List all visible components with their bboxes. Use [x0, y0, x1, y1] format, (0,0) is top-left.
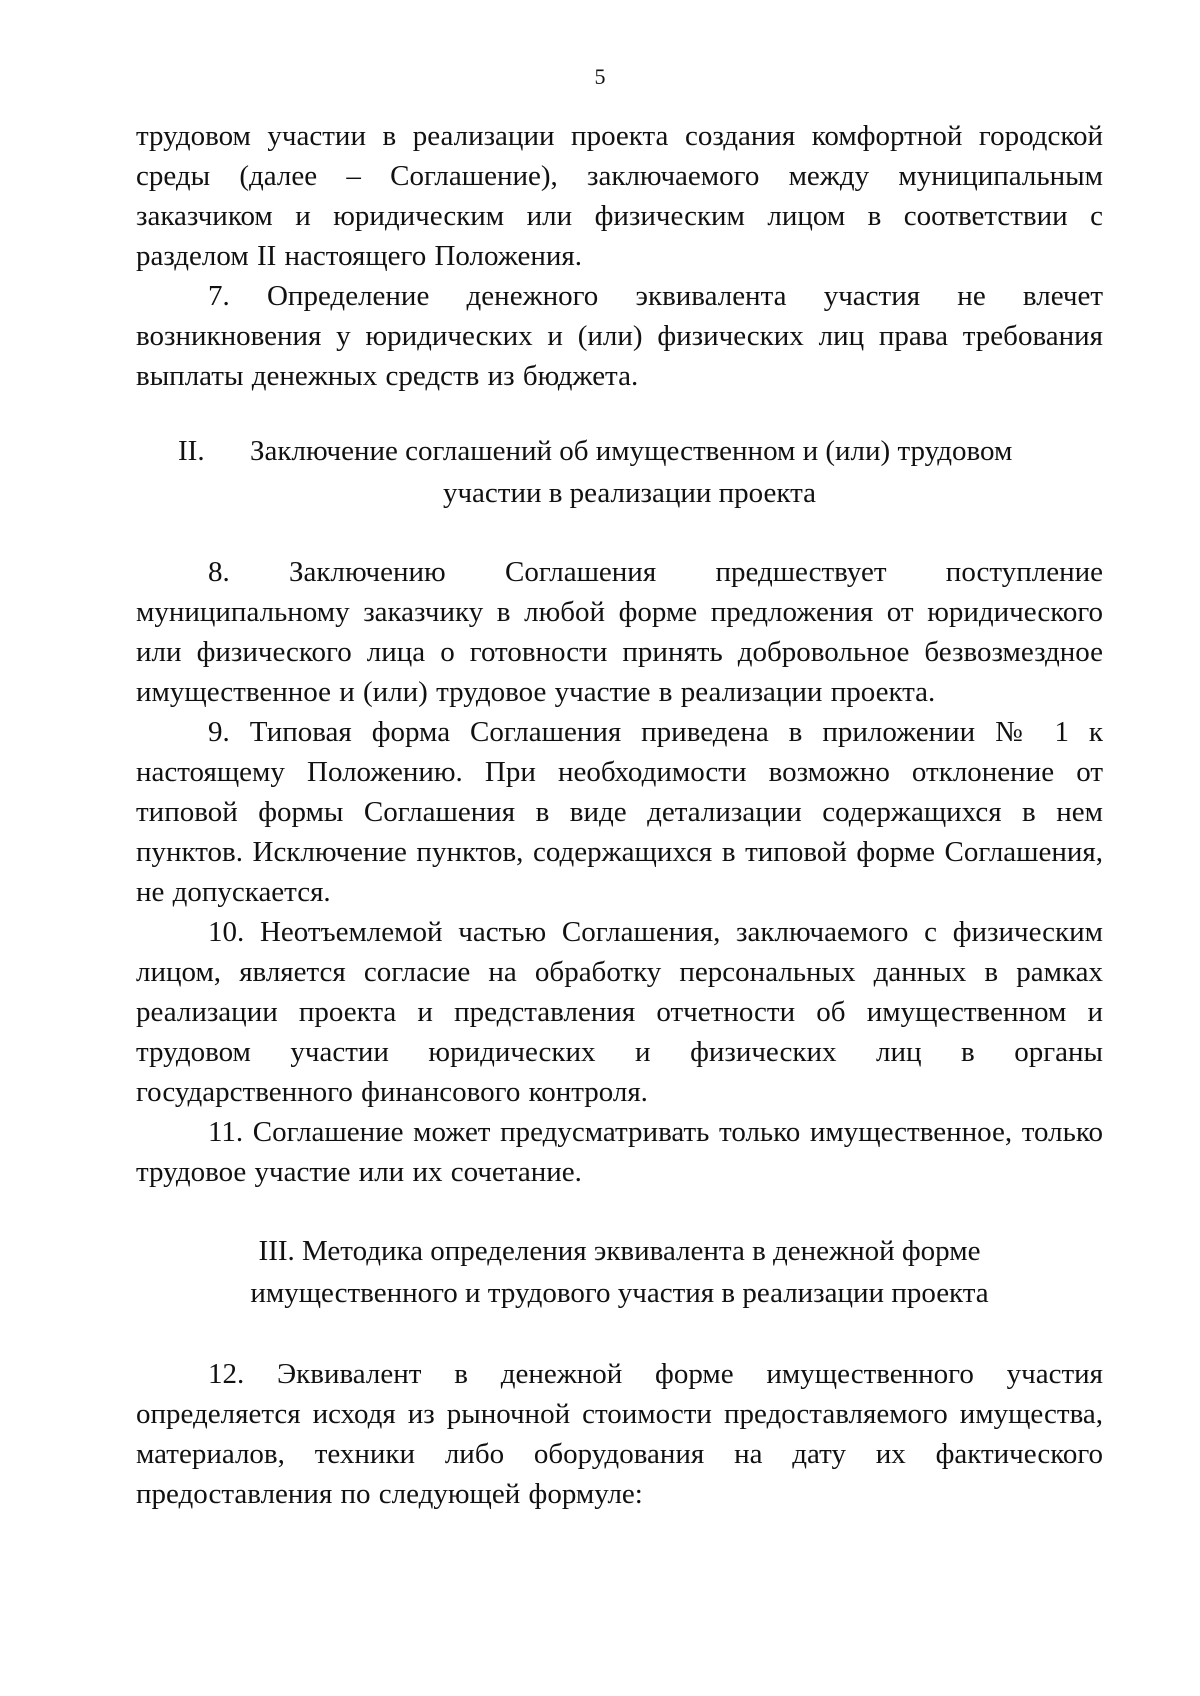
- section-2-number: II.: [178, 435, 205, 467]
- section-2-heading-line-1: [136, 430, 1103, 472]
- section-3-title-line-1: III. Методика определения эквивалента в денежной форме: [258, 1235, 981, 1267]
- section-3-title-line-2: имущественного и трудового участия в реализации проекта: [250, 1277, 989, 1309]
- paragraph-7: 7. Определение денежного эквивалента участия не влечет возникновения у юридических и (или) физических лиц права требования выплаты денежных средств из бюджета.: [136, 280, 1103, 392]
- section-2-title-line-1: Заключение соглашений об имущественном и (или) трудовом: [250, 435, 1013, 467]
- section-2-title-line-2: участии в реализации проекта: [442, 477, 817, 509]
- paragraph-11: 11. Соглашение может предусматривать только имущественное, только трудовое участие или их сочетание.: [136, 1116, 1103, 1188]
- paragraph-12: 12. Эквивалент в денежной форме имущественного участия определяется исходя из рыночной стоимости предоставляемого имущества, материалов, техники либо оборудования на дату их фактического предоставления по следующей формуле:: [136, 1358, 1103, 1510]
- paragraph-10: 10. Неотъемлемой частью Соглашения, заключаемого с физическим лицом, является согласие на обработку персональных данных в рамках реализации проекта и представления отчетности об имущественном и трудовом участии юридических и физических лиц в органы государственного финансового контроля.: [136, 916, 1103, 1108]
- section-3-heading: [136, 1230, 1103, 1314]
- section-2-heading: [136, 430, 1103, 514]
- document-body: [136, 116, 1103, 1514]
- paragraph-9: 9. Типовая форма Соглашения приведена в приложении № 1 к настоящему Положению. При необходимости возможно отклонение от типовой формы Соглашения в виде детализации содержащихся в нем пунктов. Исключение пунктов, содержащихся в типовой форме Соглашения, не допускается.: [136, 716, 1103, 908]
- paragraph-8: 8. Заключению Соглашения предшествует поступление муниципальному заказчику в любой форме предложения от юридического или физического лица о готовности принять добровольное безвозмездное имущественное и (или) трудовое участие в реализации проекта.: [136, 556, 1103, 708]
- page-number: 5: [594, 64, 606, 89]
- paragraph-6-continuation: трудовом участии в реализации проекта создания комфортной городской среды (далее – Соглашение), заключаемого между муниципальным заказчиком и юридическим или физическим лицом в соответствии с разделом II настоящего Положения.: [136, 120, 1103, 272]
